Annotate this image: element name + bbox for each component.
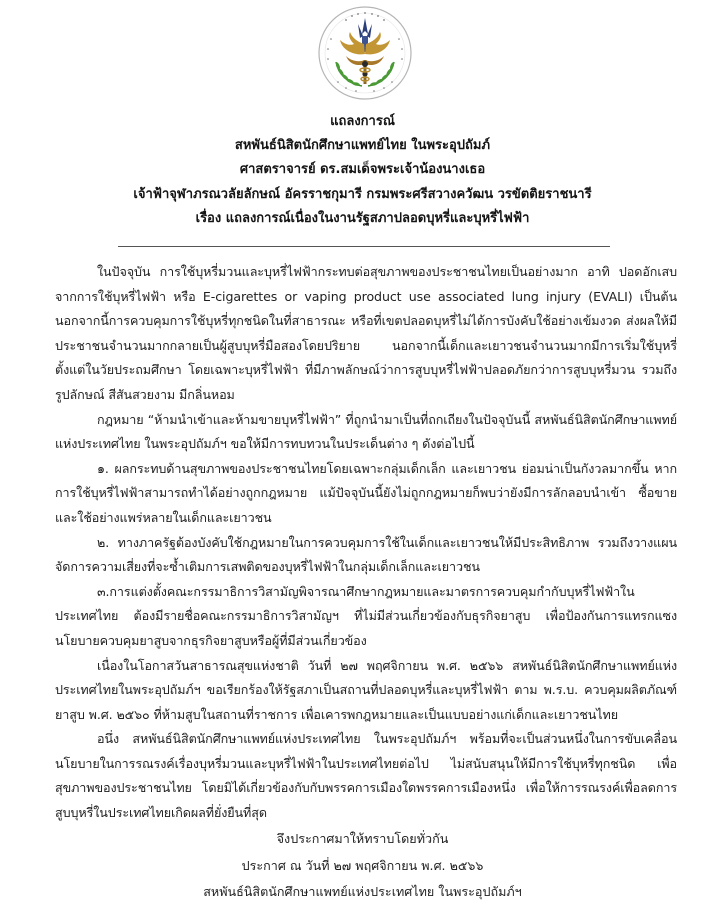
medical-student-federation-emblem-icon: [316, 4, 414, 102]
statement-body: [55, 260, 677, 826]
paragraph-point-3: ๓.การแต่งตั้งคณะกรรมาธิการวิสามัญพิจารณาศึกษากฎหมายและมาตรการควบคุมกำกับบุหรี่ไฟฟ้าในประเทศไทย ต้องมีรายชื่อคณะกรรมาธิการวิสามัญฯ ที่ไม่มีส่วนเกี่ยวข้องกับธุรกิจยาสูบ เพื่อป้องกันการแทรกแซงนโยบายควบคุมยาสูบจากธุรกิจยาสูบหรือผู้ที่มีส่วนเกี่ยวข้อง: [55, 583, 677, 648]
patron-title-line-1: ศาสตราจารย์ ดร.สมเด็จพระเจ้าน้องนางเธอ: [239, 162, 486, 178]
statement-subject: เรื่อง แถลงการณ์เนื่องในงานรัฐสภาปลอดบุหรี่และบุหรี่ไฟฟ้า: [195, 210, 530, 226]
paragraph-point-2: ๒. ทางภาครัฐต้องบังคับใช้กฎหมายในการควบคุมการใช้ในเด็กและเยาวชนให้มีประสิทธิภาพ รวมถึงวางแผนจัดการความเสี่ยงที่จะซ้ำเติมการเสพติดของบุหรี่ไฟฟ้าในกลุ่มเด็กเล็กและเยาวชน: [55, 534, 677, 575]
document-header: [0, 110, 725, 231]
paragraph-commitment: อนึ่ง สหพันธ์นิสิตนักศึกษาแพทย์แห่งประเทศไทย ในพระอุปถัมภ์ฯ พร้อมที่จะเป็นส่วนหนึ่งในการขับเคลื่อนนโยบายในการรณรงค์เรื่องบุหรี่มวนและบุหรี่ไฟฟ้าในประเทศไทยต่อไป ไม่สนับสนุนให้มีการใช้บุหรี่ทุกชนิด เพื่อสุขภาพของประชาชนไทย โดยมิได้เกี่ยวข้องกับกับพรรคการเมืองใดพรรคการเมืองหนึ่ง เพื่อให้การรณรงค์เพื่อลดการสูบบุหรี่ในประเทศไทยเกิดผลที่ยั่งยืนที่สุด: [55, 731, 677, 821]
closing-signatory: สหพันธ์นิสิตนักศึกษาแพทย์แห่งประเทศไทย ในพระอุปถัมภ์ฯ: [203, 884, 522, 899]
closing-date: ประกาศ ณ วันที่ ๒๗ พฤศจิกายน พ.ศ. ๒๕๖๖: [241, 857, 484, 873]
paragraph-point-1: ๑. ผลกระทบด้านสุขภาพของประชาชนไทยโดยเฉพาะกลุ่มเด็กเล็ก และเยาวชน ย่อมน่าเป็นกังวลมากขึ้น หากการใช้บุหรี่ไฟฟ้าสามารถทำได้อย่างถูกกฎหมาย แม้ปัจจุบันนี้ยังไม่ถูกกฎหมายก็พบว่ายังมีการลักลอบนำเข้า ซื้อขาย และใช้อย่างแพร่หลายในเด็กและเยาวชน: [55, 460, 677, 525]
document-type-title: แถลงการณ์: [330, 114, 395, 129]
header-divider: [118, 246, 610, 247]
closing-announcement: จึงประกาศมาให้ทราบโดยทั่วกัน: [276, 831, 449, 846]
paragraph-public-health-day: เนื่องในโอกาสวันสาธารณสุขแห่งชาติ วันที่ ๒๗ พฤศจิกายน พ.ศ. ๒๕๖๖ สหพันธ์นิสิตนักศึกษาแพทย์แห่งประเทศไทยในพระอุปถัมภ์ฯ ขอเรียกร้องให้รัฐสภาเป็นสถานที่ปลอดบุหรี่และบุหรี่ไฟฟ้า ตาม พ.ร.บ. ควบคุมผลิตภัณฑ์ยาสูบ พ.ศ. ๒๕๖๐ ที่ห้ามสูบในสถานที่ราชการ เพื่อเคารพกฎหมายและเป็นแบบอย่างแก่เด็กและเยาวชนไทย: [55, 657, 677, 722]
document-closing: [0, 826, 725, 906]
patron-title-line-2: เจ้าฟ้าจุฬาภรณวลัยลักษณ์ อัครราชกุมารี กรมพระศรีสวางควัฒน วรขัตติยราชนารี: [133, 186, 592, 202]
paragraph-law-review: กฎหมาย “ห้ามนำเข้าและห้ามขายบุหรี่ไฟฟ้า” ที่ถูกนำมาเป็นที่ถกเถียงในปัจจุบันนี้ สหพันธ์นิสิตนักศึกษาแพทย์แห่งประเทศไทย ในพระอุปถัมภ์ฯ ขอให้มีการทบทวนในประเด็นต่าง ๆ ดังต่อไปนี้: [55, 411, 677, 452]
paragraph-intro: ในปัจจุบัน การใช้บุหรี่มวนและบุหรี่ไฟฟ้ากระทบต่อสุขภาพของประชาชนไทยเป็นอย่างมาก อาทิ ปอดอักเสบจากการใช้บุหรี่ไฟฟ้า หรือ E-cigarettes or vaping product use associated lung injury (EVALI) เป็นต้น นอกจากนี้การควบคุมการใช้บุหรี่ทุกชนิดในที่สาธารณะ หรือที่เขตปลอดบุหรี่ไม่ได้การบังคับใช้อย่างเข้มงวด ส่งผลให้มีประชาชนจำนวนมากกลายเป็นผู้สูบบุหรี่มือสองโดยปริยาย นอกจากนี้เด็กและเยาวชนจำนวนมากมีการเริ่มใช้บุหรี่ตั้งแต่ในวัยประถมศึกษา โดยเฉพาะบุหรี่ไฟฟ้า ที่มีภาพลักษณ์ว่าการสูบบุหรี่ไฟฟ้าปลอดภัยกว่าการสูบบุหรี่มวน รวมถึงรูปลักษณ์ สีสันสวยงาม มีกลิ่นหอม: [55, 264, 677, 402]
organization-name: สหพันธ์นิสิตนักศึกษาแพทย์ไทย ในพระอุปถัมภ์: [234, 138, 491, 154]
